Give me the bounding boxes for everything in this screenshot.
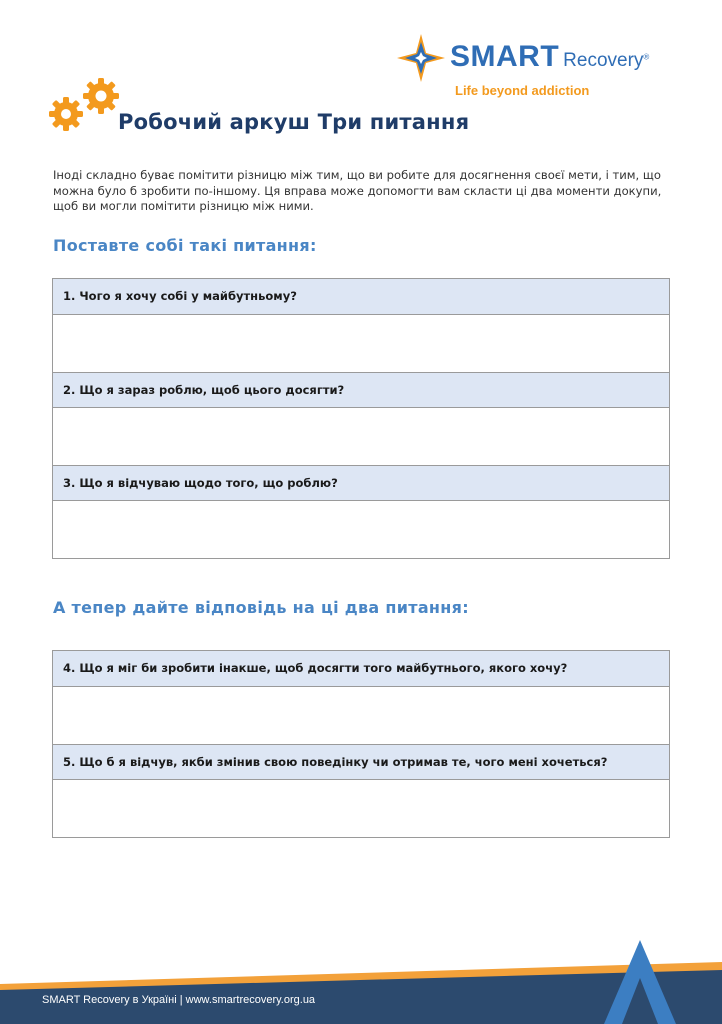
questions-table-2 [52,650,670,838]
question-2-label: 2. Що я зараз роблю, щоб цього досягти? [53,372,669,407]
answer-3-field[interactable] [53,500,669,558]
answer-1-field[interactable] [53,314,669,372]
questions-table-1 [52,278,670,559]
section2-heading: А тепер дайте відповідь на ці два питання: [53,598,469,617]
logo-tagline: Life beyond addiction [455,83,590,98]
question-4-label: 4. Що я міг би зробити інакше, щоб досягти того майбутнього, якого хочу? [53,651,669,686]
answer-5-field[interactable] [53,779,669,837]
intro-paragraph: Іноді складно буває помітити різницю між тим, що ви робите для досягнення своєї мети, і тим, що можна було б зробити по-іншому. Ця вправа може допомогти вам скласти ці два моменти докупи, щоб ви могли помітити різницю між ними. [53,168,662,213]
section1-heading: Поставте собі такі питання: [53,236,317,255]
question-5-label: 5. Що б я відчув, якби змінив свою поведінку чи отримав те, чого мені хочеться? [53,744,669,779]
logo-wordmark [450,40,649,74]
logo-smart-text: SMART [450,40,560,73]
answer-4-field[interactable] [53,686,669,744]
logo-registered-mark: ® [643,52,650,62]
footer-band [0,940,722,1024]
footer-text: SMART Recovery в Україні | www.smartrecovery.org.ua [42,994,316,1006]
smart-recovery-logo [395,32,705,102]
question-1-label: 1. Чого я хочу собі у майбутньому? [53,279,669,314]
compass-star-icon [395,32,447,84]
page-title: Робочий аркуш Три питання [118,110,470,134]
gears-icon [48,76,123,134]
answer-2-field[interactable] [53,407,669,465]
logo-recovery-text: Recovery [563,50,644,71]
question-3-label: 3. Що я відчуваю щодо того, що роблю? [53,465,669,500]
